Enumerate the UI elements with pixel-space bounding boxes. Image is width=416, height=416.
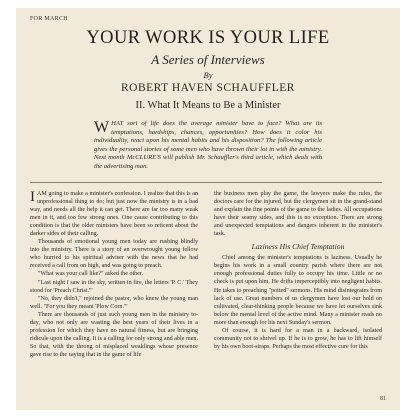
part-heading: II. What It Means to Be a Minister — [135, 100, 281, 111]
author-name: ROBERT HAVEN SCHAUFFLER — [121, 82, 295, 94]
intro-dropcap: W — [94, 119, 110, 136]
paragraph: IAM going to make a minister's confession. I realize that this is an unprofessional thing to do; but just now the ministry is in a bad way, and needs all the help it can get. There are far too many weak men in it, and too few strong ones. One cause contributing to this condition is that the older ministers have been so reticent about the darker sides of their calling. — [30, 189, 198, 238]
body-dropcap: I — [30, 189, 35, 205]
left-column — [30, 190, 198, 359]
paragraph: the business men play the game, the lawyers make the rules, the doctors care for the injured, but the clergymen sit in the grand-stand and explain the fine points of the game to the ladies. All occupations have their seamy sides, and this is no exception. There are strong and unexpected temptations and dangers inherent in the minister's task. — [214, 191, 382, 238]
page-number: 81 — [380, 396, 386, 402]
paragraph: Thousands of emotional young men today are rushing blindly into the ministry. There is a story of an overwrought young fellow who hurried to his spiritual adviser with the news that he had received a call from on high, and was going to preach. — [30, 239, 198, 270]
right-column — [214, 190, 382, 351]
magazine-page — [16, 8, 400, 410]
paragraph: There are thousands of just such young men in the ministry to-day, who not only are wasting the best years of their lives in a profession for which they have no natural fitness, but are bringing ridicule upon the calling. It is a calling for only strong and able men. So that, with the throng of misplaced weaklings whose presence gave rise to the saying that in the game of life — [30, 311, 198, 358]
paragraph: "Last night I saw in the sky, written in fire, the letters 'P. C.' They stood for 'Preach Christ.'" — [30, 279, 198, 294]
paragraph: Chief among the minister's temptations is laziness. Usually he begins his work in a small country parish where there are not enough professional duties fully to occupy his time. Little or no check is put upon him. He drifts imperceptibly into negligent habits. He takes to preaching "potted" sermons. His mind disintegrates from lack of use. Great numbers of us clergymen have lost our hold on cultivated, clear-thinking people because we have let ourselves sink below the mental level of the active mind. Many a minister reads no more than enough for his next Sunday's sermon. — [214, 255, 382, 326]
paragraph: Of course, it is hard for a man in a backward, isolated community not to shrivel up. If he is to grow, he has to lift himself by his own boot-straps. Perhaps the most effective cure for this — [214, 327, 382, 350]
section-rule — [30, 182, 382, 183]
running-head: FOR MARCH — [30, 16, 68, 22]
article-title: YOUR WORK IS YOUR LIFE — [86, 28, 330, 48]
intro-text: HAT sort of life does the average minister have to face? What are its temptations, hardships, chances, opportunities? How does it color his individuality, react upon his mental habits and his disposition? The following article gives the personal stories of some men who have thrown their lot in with the ministry. Next month McCLURE'S will publish Mr. Schauffler's third article, which deals with the advertising man. — [94, 120, 322, 170]
intro-blurb — [94, 120, 322, 172]
paragraph: "What was your call like?" asked the other. — [38, 271, 144, 278]
byline-by: By — [203, 70, 213, 80]
section-heading: Laziness His Chief Temptation — [251, 242, 345, 252]
paragraph: "No, they didn't," rejoined the pastor, who knew the young man well. "For you they meant 'Plow Corn.'" — [30, 295, 198, 310]
article-subtitle: A Series of Interviews — [151, 52, 265, 67]
